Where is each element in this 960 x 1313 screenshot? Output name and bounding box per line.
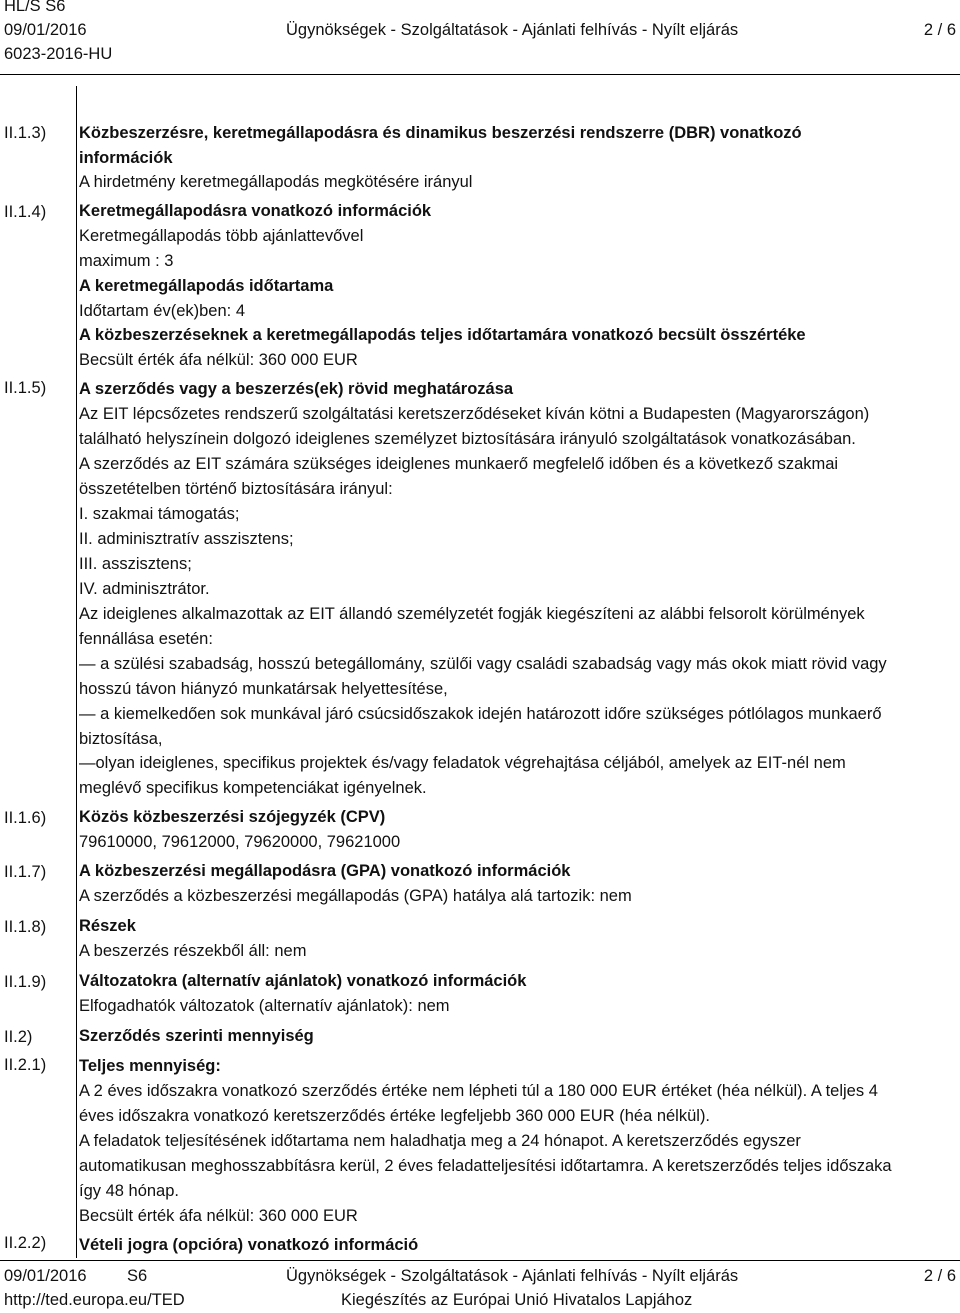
section-number: II.2) xyxy=(4,1028,33,1046)
header-date: 09/01/2016 xyxy=(4,21,87,39)
section-number: II.1.6) xyxy=(4,809,47,827)
list-item: — a szülési szabadság, hosszú betegállomány, szülői vagy családi szabadság vagy más okok miatt rövid vagy xyxy=(79,655,887,673)
section-heading: A közbeszerzési megállapodásra (GPA) vonatkozó információk xyxy=(79,862,571,880)
section-number: II.2.2) xyxy=(4,1234,47,1252)
section-number: II.1.5) xyxy=(4,379,47,397)
text-line: Becsült érték áfa nélkül: 360 000 EUR xyxy=(79,1207,358,1225)
list-item: II. adminisztratív asszisztens; xyxy=(79,530,294,548)
list-item: —olyan ideiglenes, specifikus projektek és/vagy feladatok végrehajtása céljából, amelyek az EIT-nél nem xyxy=(79,754,846,772)
list-item: III. asszisztens; xyxy=(79,555,192,573)
text-line: hosszú távon hiányzó munkatársak helyettesítése, xyxy=(79,680,448,698)
section-number: II.1.7) xyxy=(4,863,47,881)
footer-rule xyxy=(0,1260,960,1261)
section-heading: A szerződés vagy a beszerzés(ek) rövid meghatározása xyxy=(79,380,514,398)
text-line: A szerződés a közbeszerzési megállapodás (GPA) hatálya alá tartozik: nem xyxy=(79,887,632,905)
text-line: Az ideiglenes alkalmazottak az EIT állandó személyzetét fogják kiegészíteni az alábbi felsorolt körülmények xyxy=(79,605,865,623)
notice-id: 6023-2016-HU xyxy=(4,45,113,63)
text-line: összetételben történő biztosítására irányul: xyxy=(79,480,393,498)
section-heading: Teljes mennyiség: xyxy=(79,1057,221,1075)
text-line: A szerződés az EIT számára szükséges ideiglenes munkaerő megfelelő időben és a következő szakmai xyxy=(79,455,839,473)
text-line: A hirdetmény keretmegállapodás megkötésére irányul xyxy=(79,173,473,191)
list-item: — a kiemelkedően sok munkával járó csúcsidőszakok idején határozott időre szükséges pótlólagos munkaerő xyxy=(79,705,882,723)
text-line: biztosítása, xyxy=(79,730,163,748)
text-line: található helyszínein dolgozó ideiglenes személyzet biztosítására irányuló szolgáltatások vonatkozásában. xyxy=(79,430,856,448)
section-heading: Közbeszerzésre, keretmegállapodásra és dinamikus beszerzési rendszerre (DBR) vonatkozó xyxy=(79,124,802,142)
text-line: maximum : 3 xyxy=(79,252,174,270)
footer-subtitle: Kiegészítés az Európai Unió Hivatalos Lapjához xyxy=(341,1291,693,1309)
page-header xyxy=(0,0,960,63)
text-line: Becsült érték áfa nélkül: 360 000 EUR xyxy=(79,351,358,369)
section-heading: Keretmegállapodásra vonatkozó információk xyxy=(79,202,432,220)
header-page-number: 2 / 6 xyxy=(923,21,956,39)
text-line: Elfogadhatók változatok (alternatív ajánlatok): nem xyxy=(79,997,450,1015)
section-divider xyxy=(76,86,77,1258)
text-line: automatikusan meghosszabbításra kerül, 2 éves feladatteljesítési időtartamra. A keretszerződés teljes időszaka xyxy=(79,1157,892,1175)
doc-code: HL/S S6 xyxy=(4,0,66,15)
section-number: II.1.4) xyxy=(4,203,47,221)
section-heading: információk xyxy=(79,149,173,167)
text-line: A 2 éves időszakra vonatkozó szerződés értéke nem lépheti túl a 180 000 EUR értéket (héa nélkül). A teljes 4 xyxy=(79,1082,878,1100)
section-heading: Közös közbeszerzési szójegyzék (CPV) xyxy=(79,808,386,826)
section-number: II.1.3) xyxy=(4,124,47,142)
list-item: IV. adminisztrátor. xyxy=(79,580,210,598)
text-line: Keretmegállapodás több ajánlattevővel xyxy=(79,227,364,245)
section-heading: Változatokra (alternatív ajánlatok) vonatkozó információk xyxy=(79,972,527,990)
footer-series: S6 xyxy=(127,1267,148,1285)
section-heading: Vételi jogra (opcióra) vonatkozó információ xyxy=(79,1236,419,1254)
text-line: A beszerzés részekből áll: nem xyxy=(79,942,307,960)
section-heading: Részek xyxy=(79,917,136,935)
section-number: II.1.9) xyxy=(4,973,47,991)
page-footer xyxy=(0,1263,960,1313)
header-rule xyxy=(0,74,960,75)
section-number: II.1.8) xyxy=(4,918,47,936)
text-line: A feladatok teljesítésének időtartama nem haladhatja meg a 24 hónapot. A keretszerződés egyszer xyxy=(79,1132,801,1150)
sub-heading: A közbeszerzéseknek a keretmegállapodás teljes időtartamára vonatkozó becsült összértéke xyxy=(79,326,806,344)
section-number: II.2.1) xyxy=(4,1056,47,1074)
text-line: meglévő specifikus kompetenciákat igényelnek. xyxy=(79,779,427,797)
footer-url[interactable]: http://ted.europa.eu/TED xyxy=(4,1291,185,1309)
text-line: 79610000, 79612000, 79620000, 79621000 xyxy=(79,833,401,851)
text-line: fennállása esetén: xyxy=(79,630,213,648)
header-title: Ügynökségek - Szolgáltatások - Ajánlati felhívás - Nyílt eljárás xyxy=(286,21,739,39)
section-heading: Szerződés szerinti mennyiség xyxy=(79,1027,314,1045)
footer-date: 09/01/2016 xyxy=(4,1267,87,1285)
text-line: így 48 hónap. xyxy=(79,1182,179,1200)
sub-heading: A keretmegállapodás időtartama xyxy=(79,277,334,295)
footer-title: Ügynökségek - Szolgáltatások - Ajánlati felhívás - Nyílt eljárás xyxy=(286,1267,739,1285)
text-line: Időtartam év(ek)ben: 4 xyxy=(79,302,245,320)
text-line: éves időszakra vonatkozó keretszerződés értéke legfeljebb 360 000 EUR (héa nélkül). xyxy=(79,1107,711,1125)
text-line: Az EIT lépcsőzetes rendszerű szolgáltatási keretszerződéseket kíván kötni a Budapesten (Magyarországon) xyxy=(79,405,870,423)
list-item: I. szakmai támogatás; xyxy=(79,505,240,523)
footer-page-number: 2 / 6 xyxy=(923,1267,956,1285)
